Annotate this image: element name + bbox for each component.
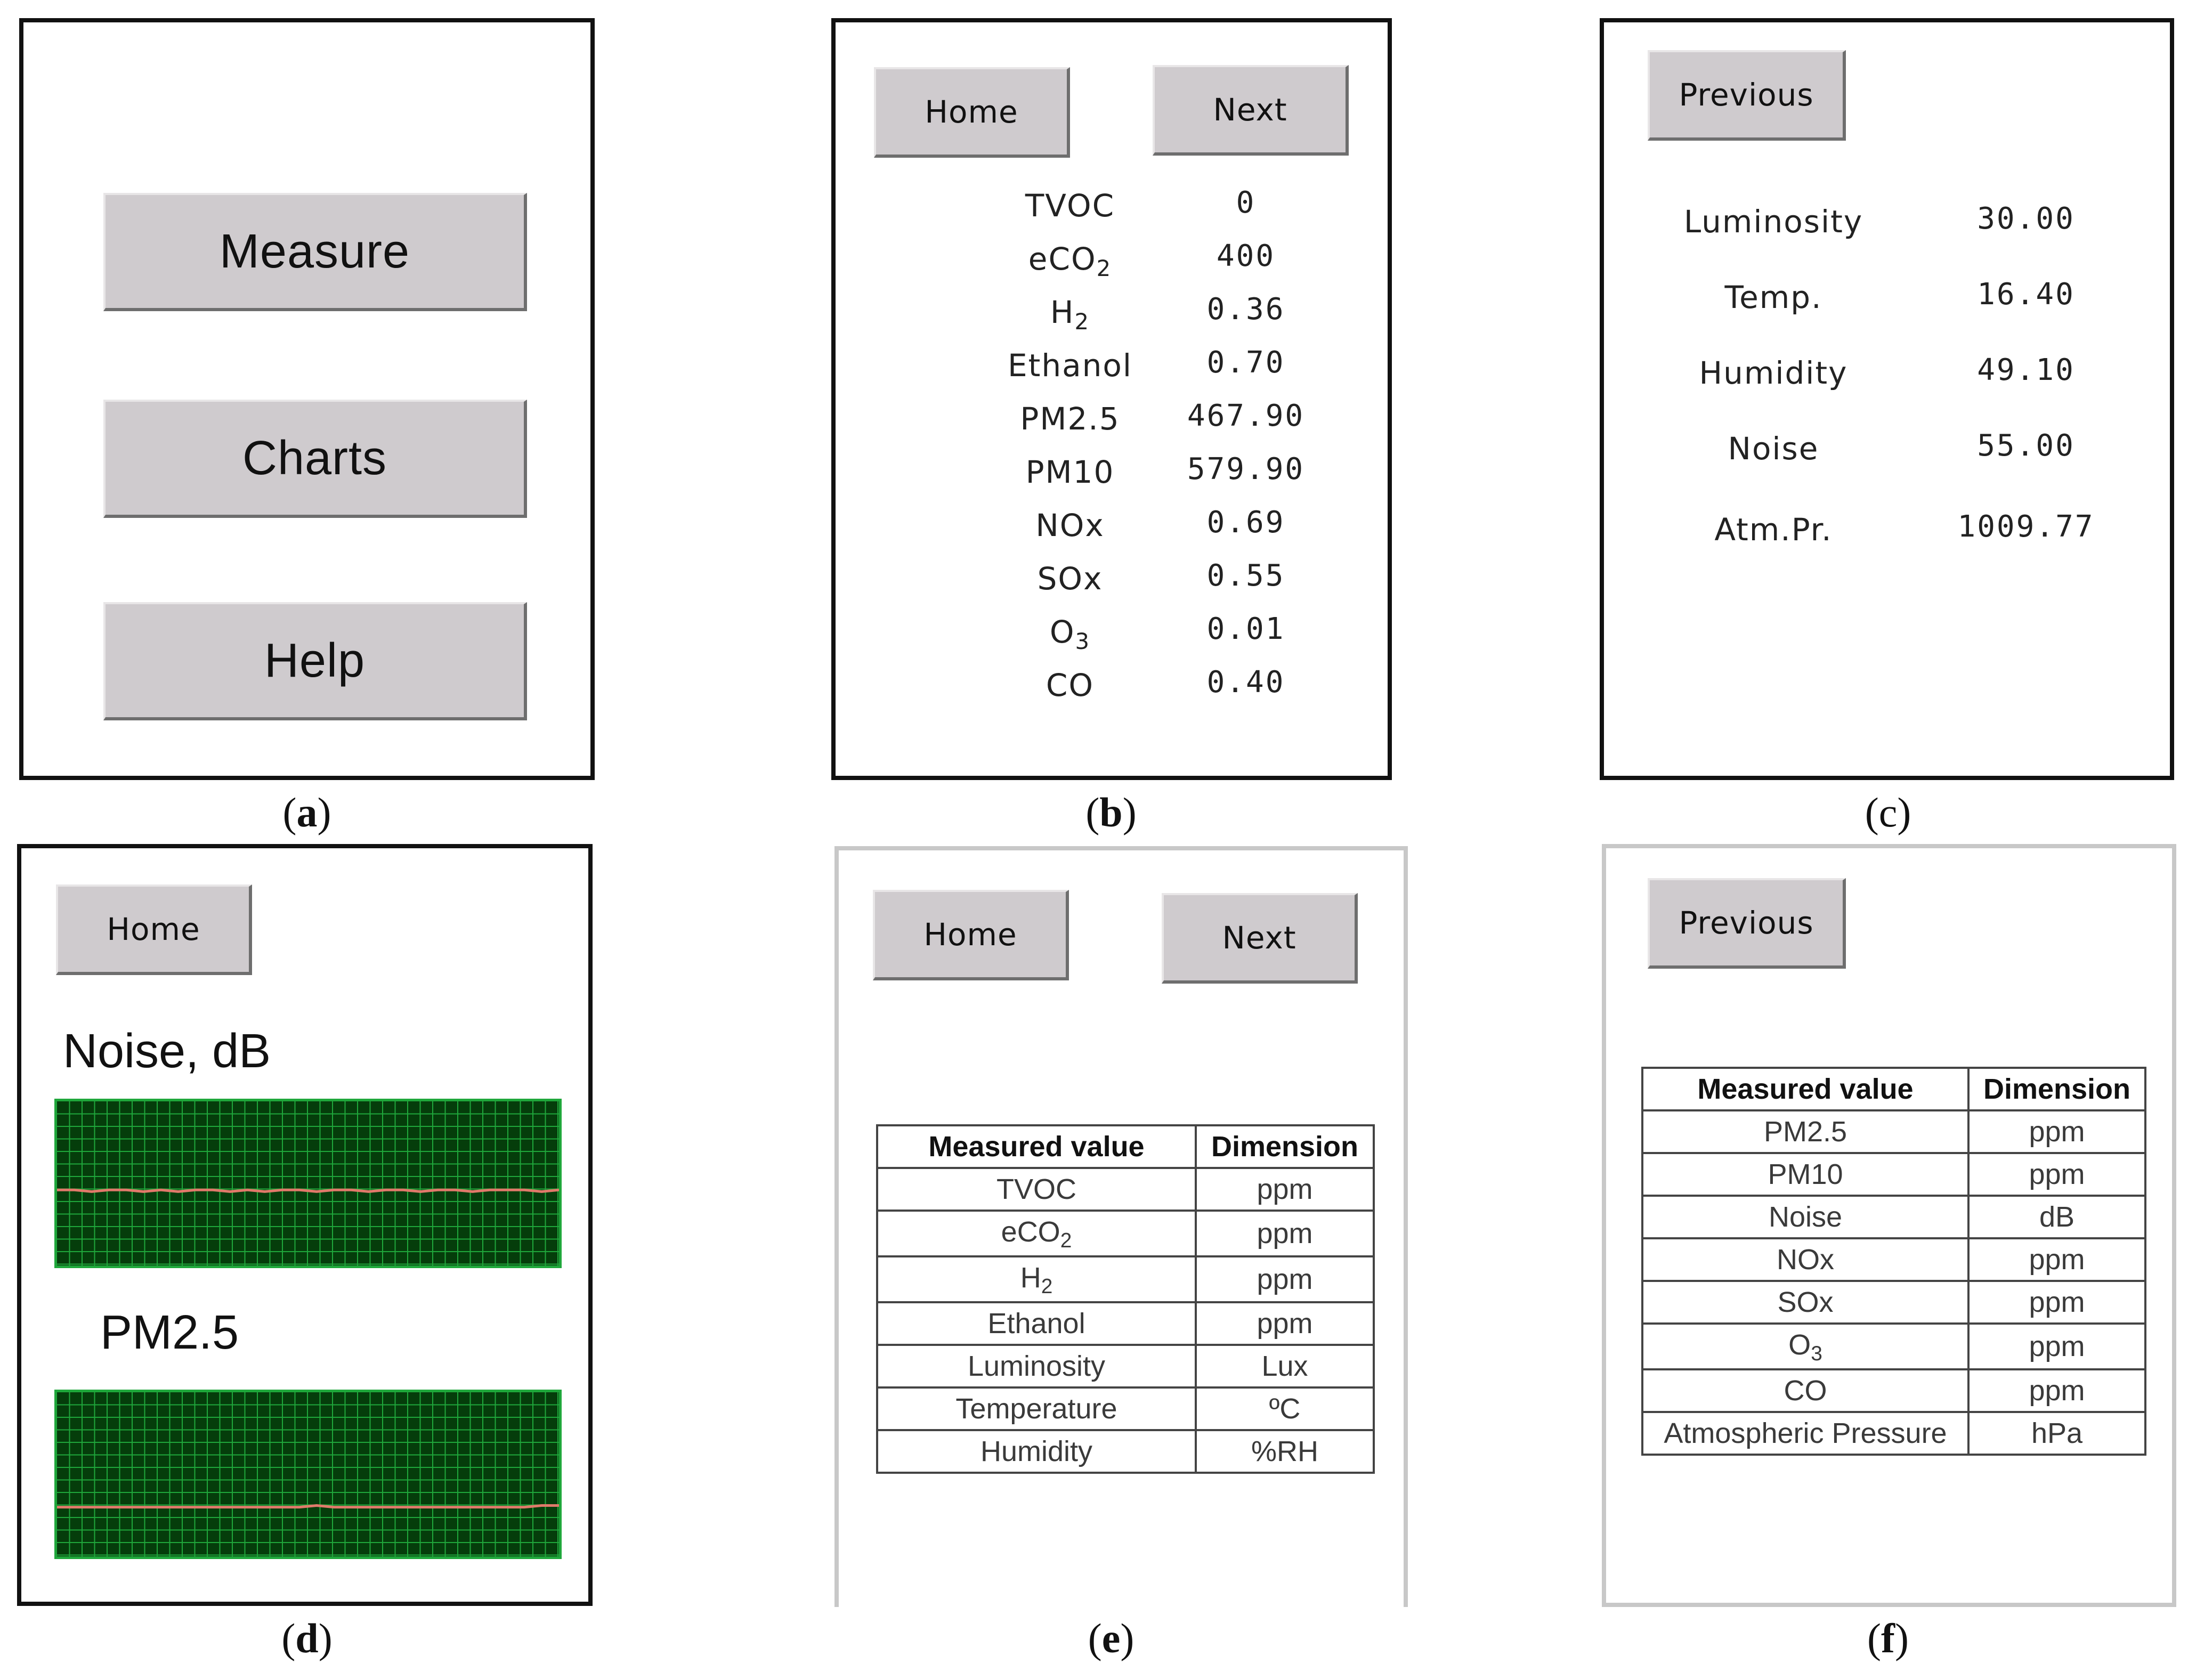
dimension-cell: hPa bbox=[1968, 1412, 2145, 1455]
dimension-cell: ppm bbox=[1968, 1369, 2145, 1412]
table-row bbox=[877, 1302, 1374, 1345]
table-row bbox=[1642, 1369, 2145, 1412]
measured-value-cell bbox=[877, 1387, 1196, 1430]
subscript: 2 bbox=[1074, 308, 1090, 335]
label-text: PM10 bbox=[1768, 1158, 1843, 1190]
label-text: O bbox=[1049, 614, 1075, 650]
measured-value-cell bbox=[877, 1430, 1196, 1473]
measured-value-cell bbox=[877, 1211, 1196, 1256]
caption-c: (c) bbox=[1865, 789, 1911, 835]
measurement-value: 30.00 bbox=[1977, 201, 2075, 236]
measured-value-cell bbox=[1642, 1238, 1968, 1281]
dimension-cell: ppm bbox=[1968, 1153, 2145, 1196]
table-row bbox=[877, 1387, 1374, 1430]
measured-value-cell bbox=[1642, 1110, 1968, 1153]
noise-chart-series-line bbox=[57, 1190, 559, 1191]
label-text: eCO bbox=[1028, 241, 1097, 277]
measurement-value: 1009.77 bbox=[1957, 509, 2095, 544]
measurement-value: 0.01 bbox=[1206, 612, 1285, 646]
measurement-value: 400 bbox=[1216, 239, 1276, 273]
previous-button[interactable]: Previous bbox=[1648, 50, 1846, 141]
label-text: TVOC bbox=[996, 1173, 1076, 1205]
panel-c-measure-screen-2 bbox=[1600, 18, 2174, 780]
table-row bbox=[1642, 1196, 2145, 1238]
measurement-label: Atm.Pr. bbox=[1714, 512, 1833, 548]
subscript: 2 bbox=[1060, 1229, 1072, 1252]
next-button[interactable]: Next bbox=[1153, 65, 1349, 156]
dimension-cell: ppm bbox=[1196, 1302, 1374, 1345]
dimension-table-2 bbox=[1641, 1067, 2146, 1456]
caption-a: (a) bbox=[282, 789, 331, 835]
measurement-value: 0.69 bbox=[1206, 505, 1285, 540]
column-header-dimension: Dimension bbox=[1968, 1068, 2145, 1110]
noise-chart-plot bbox=[57, 1101, 559, 1265]
measurement-value: 579.90 bbox=[1187, 452, 1305, 486]
label-text: Humidity bbox=[980, 1435, 1093, 1467]
noise-chart-grid bbox=[57, 1101, 559, 1265]
measured-value-cell bbox=[1642, 1196, 1968, 1238]
dimension-cell: %RH bbox=[1196, 1430, 1374, 1473]
measurement-value: 0.55 bbox=[1206, 558, 1285, 593]
label-text: Ethanol bbox=[987, 1308, 1085, 1340]
pm25-chart-plot bbox=[57, 1392, 559, 1556]
table-row bbox=[1642, 1153, 2145, 1196]
dimension-cell: ppm bbox=[1968, 1281, 2145, 1324]
table-row bbox=[1642, 1324, 2145, 1369]
table-header-row bbox=[877, 1125, 1374, 1168]
measured-value-cell bbox=[1642, 1412, 1968, 1455]
measured-value-cell bbox=[1642, 1281, 1968, 1324]
measurement-value: 55.00 bbox=[1977, 428, 2075, 463]
charts-button[interactable]: Charts bbox=[103, 400, 527, 518]
measurement-label bbox=[1049, 614, 1091, 654]
dimension-cell: ºC bbox=[1196, 1387, 1374, 1430]
label-text: PM2.5 bbox=[1763, 1116, 1847, 1148]
measured-value-cell bbox=[877, 1256, 1196, 1302]
dimension-cell: ppm bbox=[1968, 1324, 2145, 1369]
measurement-label bbox=[1035, 507, 1104, 543]
caption-e: (e) bbox=[1088, 1615, 1134, 1661]
measure-button[interactable]: Measure bbox=[103, 193, 527, 311]
label-text: Ethanol bbox=[1007, 347, 1133, 384]
dimension-cell: ppm bbox=[1968, 1238, 2145, 1281]
table-row bbox=[1642, 1110, 2145, 1153]
label-text: CO bbox=[1784, 1375, 1827, 1407]
subscript: 2 bbox=[1041, 1275, 1053, 1298]
home-button[interactable]: Home bbox=[873, 890, 1069, 980]
home-button[interactable]: Home bbox=[56, 884, 252, 975]
panel-d-charts-screen bbox=[17, 844, 593, 1606]
panel-b-measure-screen bbox=[831, 18, 1392, 780]
table-row bbox=[1642, 1281, 2145, 1324]
measurement-label bbox=[1038, 561, 1103, 597]
measured-value-cell bbox=[1642, 1153, 1968, 1196]
dimension-table bbox=[876, 1124, 1375, 1474]
pm25-chart-title: PM2.5 bbox=[100, 1306, 239, 1359]
measured-value-cell bbox=[877, 1302, 1196, 1345]
measurement-label: Luminosity bbox=[1683, 204, 1863, 240]
measurement-value: 0.40 bbox=[1206, 665, 1285, 700]
next-button[interactable]: Next bbox=[1162, 893, 1358, 984]
dimension-cell: ppm bbox=[1968, 1110, 2145, 1153]
dimension-cell: ppm bbox=[1196, 1211, 1374, 1256]
dimension-cell: ppm bbox=[1196, 1168, 1374, 1211]
dimension-cell: Lux bbox=[1196, 1345, 1374, 1387]
home-button[interactable]: Home bbox=[874, 67, 1070, 158]
label-text: Noise bbox=[1768, 1201, 1843, 1233]
measured-value-cell bbox=[1642, 1324, 1968, 1369]
table-row bbox=[877, 1256, 1374, 1302]
table-row bbox=[877, 1345, 1374, 1387]
label-text: eCO bbox=[1001, 1216, 1060, 1248]
noise-chart bbox=[54, 1099, 562, 1268]
table-row bbox=[1642, 1412, 2145, 1455]
table-row bbox=[877, 1430, 1374, 1473]
caption-f: (f) bbox=[1867, 1615, 1909, 1661]
label-text: H bbox=[1050, 294, 1075, 330]
column-header-dimension: Dimension bbox=[1196, 1125, 1374, 1168]
measurement-value: 0 bbox=[1236, 185, 1256, 220]
measurement-label: Humidity bbox=[1699, 355, 1848, 391]
measurement-label bbox=[1046, 667, 1094, 703]
dimension-cell: dB bbox=[1968, 1196, 2145, 1238]
table-row bbox=[1642, 1238, 2145, 1281]
measurement-value: 49.10 bbox=[1977, 353, 2075, 387]
measured-value-cell bbox=[1642, 1369, 1968, 1412]
label-text: SOx bbox=[1777, 1286, 1834, 1318]
pm25-chart-grid bbox=[57, 1392, 559, 1556]
table-row bbox=[877, 1168, 1374, 1211]
caption-b: (b) bbox=[1085, 789, 1137, 835]
measurement-label: Noise bbox=[1728, 431, 1819, 467]
label-text: Temperature bbox=[955, 1393, 1117, 1425]
label-text: PM2.5 bbox=[1020, 401, 1120, 437]
table-header-row bbox=[1642, 1068, 2145, 1110]
label-text: Atmospheric Pressure bbox=[1664, 1417, 1947, 1449]
measured-value-cell bbox=[877, 1345, 1196, 1387]
label-text: PM10 bbox=[1025, 454, 1115, 490]
label-text: Luminosity bbox=[967, 1350, 1106, 1382]
measurement-label bbox=[1020, 401, 1120, 437]
panel-f-dimensions-screen-2 bbox=[1602, 844, 2176, 1607]
subscript: 2 bbox=[1096, 255, 1112, 281]
measured-value-cell bbox=[877, 1168, 1196, 1211]
panel-e-dimensions-screen bbox=[834, 846, 1408, 1607]
subscript: 3 bbox=[1075, 628, 1091, 654]
noise-chart-title: Noise, dB bbox=[63, 1025, 271, 1078]
measurement-value: 0.70 bbox=[1206, 345, 1285, 380]
measurement-label bbox=[1028, 241, 1112, 281]
measurement-label bbox=[1025, 188, 1115, 224]
measurement-value: 467.90 bbox=[1187, 399, 1305, 433]
panel-a-home-screen bbox=[19, 18, 595, 780]
label-text: NOx bbox=[1035, 507, 1105, 543]
measurement-label: Temp. bbox=[1724, 279, 1822, 315]
help-button[interactable]: Help bbox=[103, 602, 527, 720]
column-header-measured-value: Measured value bbox=[1642, 1068, 1968, 1110]
pm25-chart bbox=[54, 1390, 562, 1559]
column-header-measured-value: Measured value bbox=[877, 1125, 1196, 1168]
subscript: 3 bbox=[1811, 1342, 1822, 1365]
measurement-value: 16.40 bbox=[1977, 277, 2075, 312]
previous-button[interactable]: Previous bbox=[1648, 878, 1846, 969]
measurement-label bbox=[1026, 454, 1115, 490]
caption-d: (d) bbox=[281, 1615, 333, 1661]
table-row bbox=[877, 1211, 1374, 1256]
label-text: O bbox=[1788, 1329, 1811, 1361]
measurement-label bbox=[1008, 347, 1132, 384]
label-text: H bbox=[1020, 1262, 1041, 1294]
label-text: TVOC bbox=[1025, 188, 1115, 224]
measurement-value: 0.36 bbox=[1206, 292, 1285, 327]
label-text: NOx bbox=[1777, 1244, 1834, 1276]
dimension-cell: ppm bbox=[1196, 1256, 1374, 1302]
label-text: CO bbox=[1046, 667, 1095, 703]
measurement-label bbox=[1050, 294, 1090, 335]
label-text: SOx bbox=[1037, 561, 1103, 597]
